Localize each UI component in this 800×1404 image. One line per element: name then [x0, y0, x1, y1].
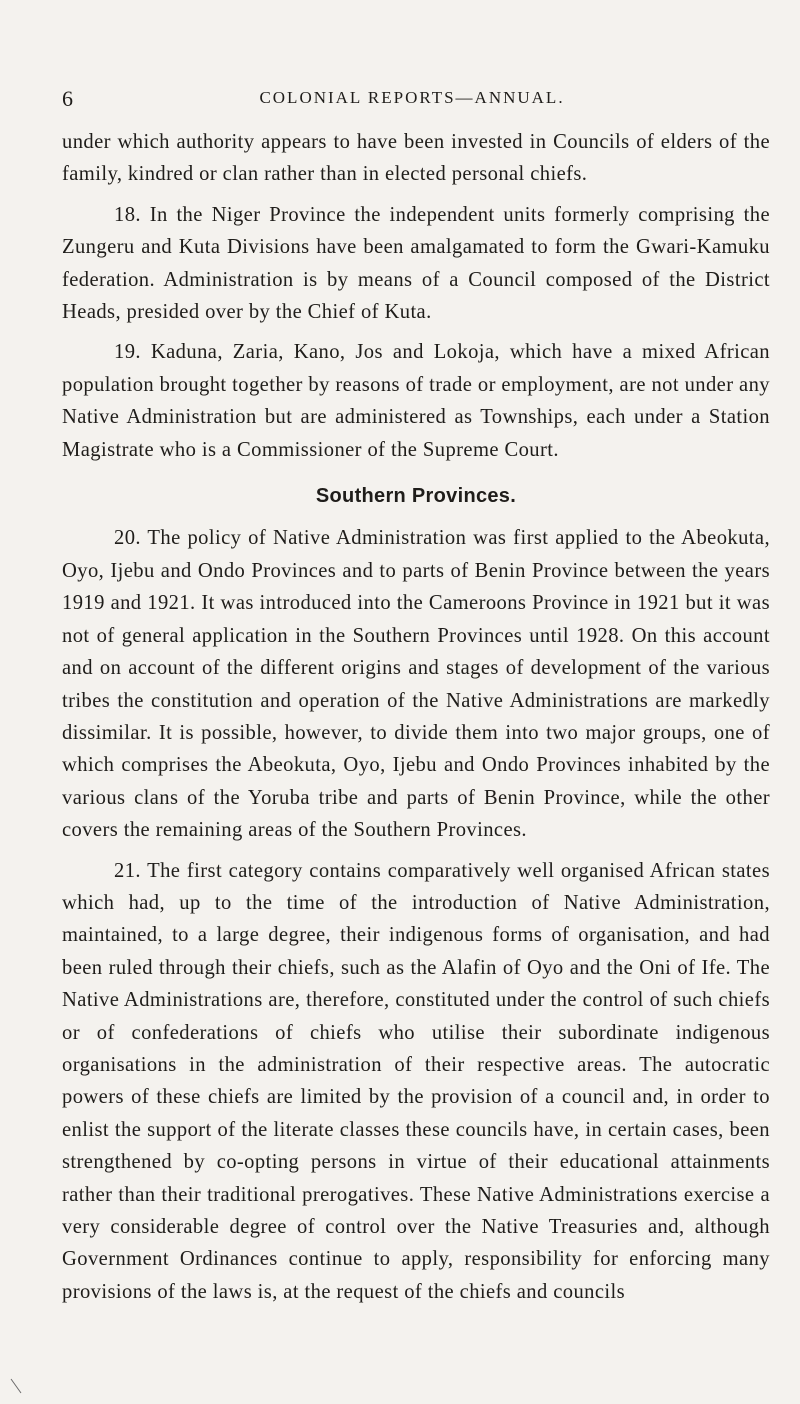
section-heading: Southern Provinces. — [315, 485, 517, 508]
page-number: 6 — [62, 86, 74, 111]
page-header — [62, 86, 762, 114]
paragraph-continuation: under which authority appears to have been invested in Councils of elders of the family, kindred or clan rather than in elected personal chiefs. — [62, 131, 770, 186]
scan-mark-icon — [10, 1378, 22, 1394]
paragraph-21: 21. The first category contains comparatively well organised African states which had, up to the time of the introduction of Native Administration, maintained, to a large degree, their indigenous forms of organisation, and had been ruled through their chiefs, such as the Alafin of Oyo and the Oni of Ife. The Native Administrations are, therefore, constituted under the control of such chiefs or of confederations of chiefs who utilise their subordinate indigenous organisations in the administration of their respective areas. The autocratic powers of these chiefs are limited by the provision of a council and, in order to enlist the support of the literate classes these councils have, in certain cases, been strengthened by co-opting persons in virtue of their educational attainments rather than their traditional prerogatives. These Native Administrations exercise a very considerable degree of control over the Native Treasuries and, although Government Ordinances continue to apply, responsibility for enforcing many provisions of the laws is, at the request of the chiefs and councils — [62, 859, 770, 1303]
paragraph-19: 19. Kaduna, Zaria, Kano, Jos and Lokoja, which have a mixed African population brought together by reasons of trade or employment, are not under any Native Administration but are administered as Townships, each under a Station Magistrate who is a Commissioner of the Supreme Court. — [62, 341, 770, 461]
paragraph-18: 18. In the Niger Province the independent units formerly comprising the Zungeru and Kuta Divisions have been amalgamated to form the Gwari-Kamuku federation. Administration is by means of a Council composed of the District Heads, presided over by the Chief of Kuta. — [62, 203, 770, 324]
running-head: COLONIAL REPORTS—ANNUAL. — [259, 88, 565, 107]
body-text — [62, 126, 770, 1308]
paragraph-20: 20. The policy of Native Administration was first applied to the Abeokuta, Oyo, Ijebu and Ondo Provinces and to parts of Benin Province between the years 1919 and 1921. It was introduced into the Cameroons Province in 1921 but it was not of general application in the Southern Provinces until 1928. On this account and on account of the different origins and stages of development of the various tribes the constitution and operation of the Native Administrations are markedly dissimilar. It is possible, however, to divide them into two major groups, one of which comprises the Abeokuta, Oyo, Ijebu and Ondo Provinces inhabited by the various clans of the Yoruba tribe and parts of Benin Province, while the other covers the remaining areas of the Southern Provinces. — [62, 527, 770, 842]
